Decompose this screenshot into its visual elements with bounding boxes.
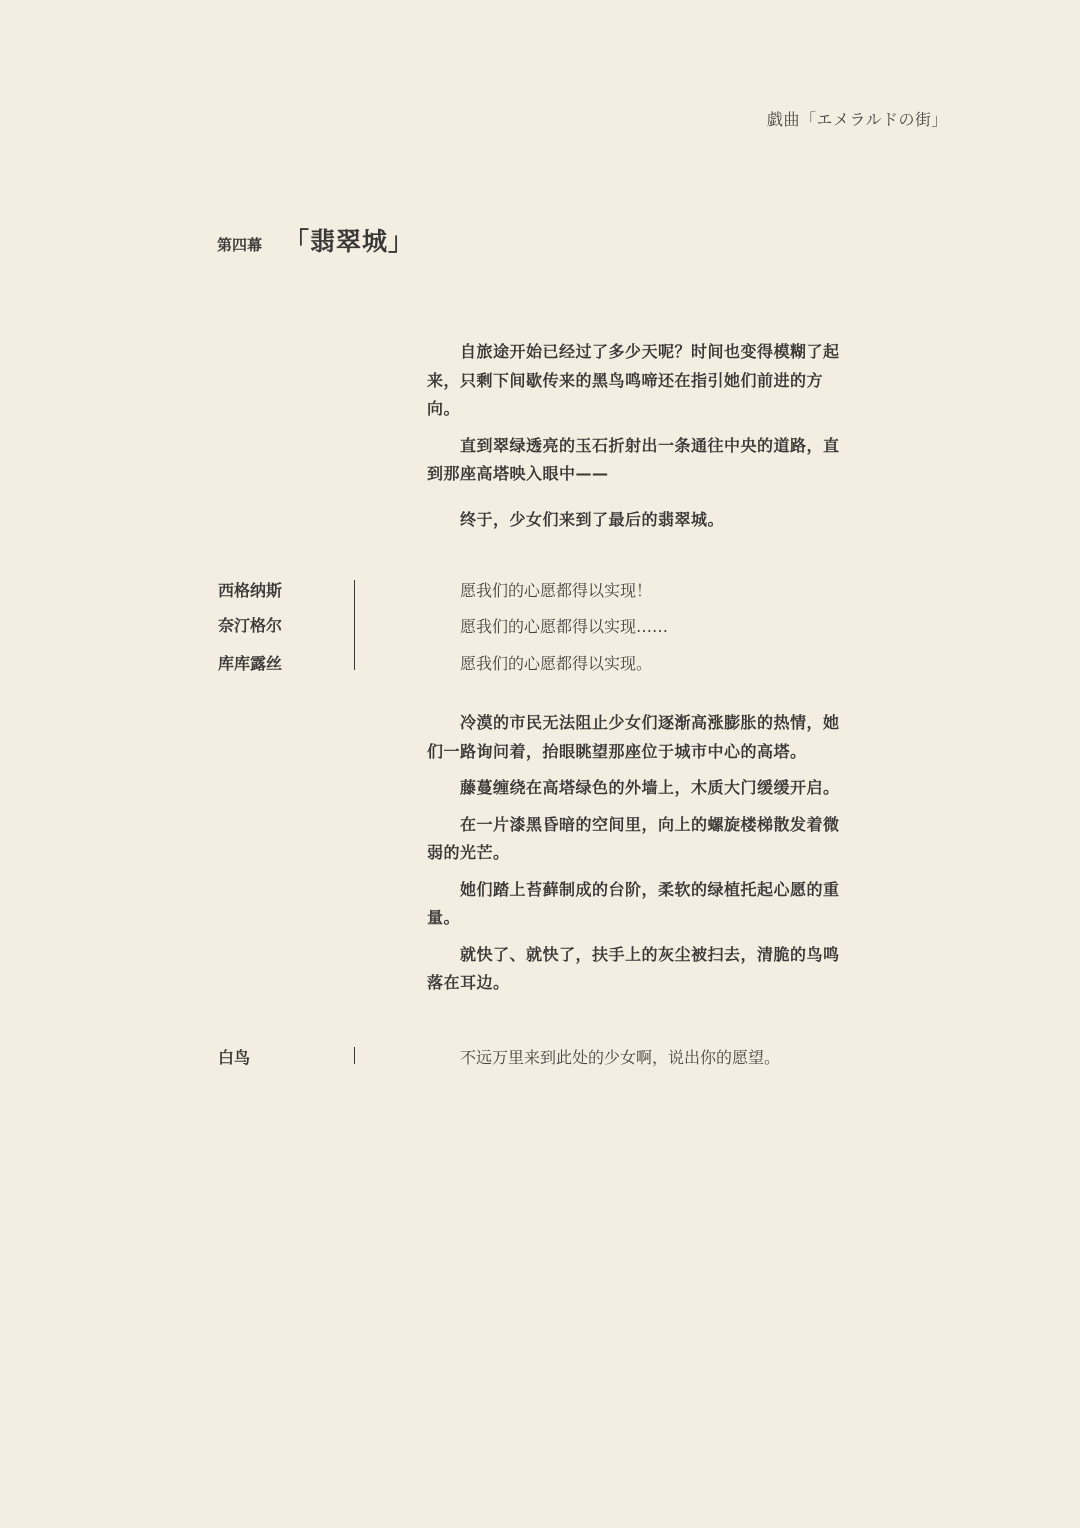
speaker-divider bbox=[354, 580, 355, 670]
narration-paragraph: 冷漠的市民无法阻止少女们逐渐高涨膨胀的热情，她们一路询问着，抬眼眺望那座位于城市中心的高塔。 bbox=[427, 713, 840, 761]
act-title: 「翡翠城」 bbox=[284, 227, 415, 256]
act-heading bbox=[217, 222, 414, 258]
act-label: 第四幕 bbox=[217, 236, 263, 254]
speaker-name: 白鸟 bbox=[218, 1048, 251, 1067]
narration-paragraph: 藤蔓缠绕在高塔绿色的外墙上，木质大门缓缓开启。 bbox=[460, 778, 840, 797]
speaker-name: 奈汀格尔 bbox=[218, 616, 283, 635]
narration-block-2 bbox=[427, 506, 853, 543]
dialogue-line: 愿我们的心愿都得以实现！ bbox=[460, 581, 653, 600]
narration-paragraph: 在一片漆黑昏暗的空间里，向上的螺旋楼梯散发着微弱的光芒。 bbox=[427, 814, 840, 862]
narration-paragraph: 自旅途开始已经过了多少天呢？时间也变得模糊了起来，只剩下间歇传来的黑鸟鸣啼还在指引她们前进的方向。 bbox=[427, 342, 840, 418]
running-header: 戯曲「エメラルドの街」 bbox=[766, 110, 948, 129]
speaker-name: 西格纳斯 bbox=[218, 581, 283, 600]
speaker-name: 库库露丝 bbox=[218, 654, 283, 673]
narration-block-1 bbox=[427, 338, 853, 497]
narration-block-3 bbox=[427, 709, 853, 1006]
narration-paragraph: 直到翠绿透亮的玉石折射出一条通往中央的道路，直到那座高塔映入眼中—— bbox=[427, 435, 840, 483]
speaker-divider bbox=[354, 1047, 355, 1064]
dialogue-line: 不远万里来到此处的少女啊，说出你的愿望。 bbox=[460, 1048, 781, 1067]
dialogue-line: 愿我们的心愿都得以实现。 bbox=[460, 654, 653, 673]
narration-paragraph: 终于，少女们来到了最后的翡翠城。 bbox=[460, 510, 725, 529]
narration-paragraph: 就快了、就快了，扶手上的灰尘被扫去，清脆的鸟鸣落在耳边。 bbox=[427, 944, 840, 992]
narration-paragraph: 她们踏上苔藓制成的台阶，柔软的绿植托起心愿的重量。 bbox=[427, 879, 840, 927]
dialogue-line: 愿我们的心愿都得以实现…… bbox=[460, 617, 669, 636]
